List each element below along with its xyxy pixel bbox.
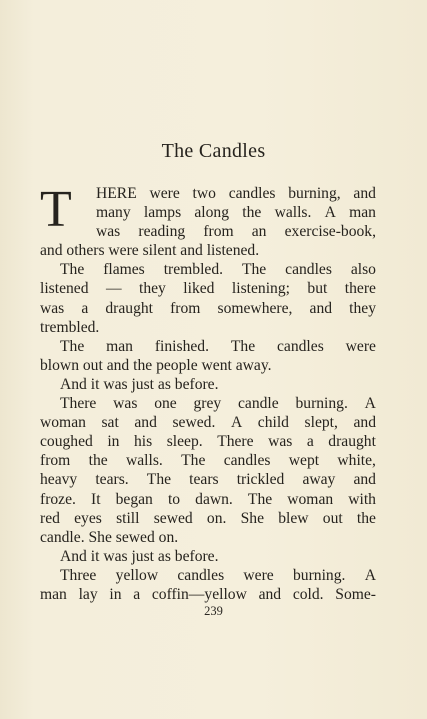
body-text bbox=[40, 181, 376, 604]
text-line: woman sat and sewed. A child slept, and bbox=[40, 414, 376, 432]
drop-cap: T bbox=[40, 181, 72, 238]
text-line: The flames trembled. The candles also bbox=[60, 261, 376, 279]
text-line: heavy tears. The tears trickled away and bbox=[40, 471, 376, 489]
text-line: There was one grey candle burning. A bbox=[60, 395, 376, 413]
text-line: trembled. bbox=[40, 318, 100, 336]
text-line: coughed in his sleep. There was a draught bbox=[40, 433, 376, 451]
text-line: candle. She sewed on. bbox=[40, 528, 179, 546]
text-line: was reading from an exercise-book, bbox=[96, 223, 376, 241]
text-line: blown out and the people went away. bbox=[40, 356, 272, 374]
text-line: from the walls. The candles wept white, bbox=[40, 452, 376, 470]
text-line: man lay in a coffin—yellow and cold. Some- bbox=[40, 585, 376, 603]
text-line: red eyes still sewed on. She blew out the bbox=[40, 509, 376, 527]
text-line: And it was just as before. bbox=[60, 547, 219, 565]
text-line: Three yellow candles were burning. A bbox=[60, 566, 376, 584]
text-line: And it was just as before. bbox=[60, 375, 219, 393]
text-line: froze. It began to dawn. The woman with bbox=[40, 490, 376, 508]
text-line: listened — they liked listening; but there bbox=[40, 280, 376, 298]
page-number: 239 bbox=[204, 604, 223, 618]
text-line: HERE were two candles burning, and bbox=[96, 185, 376, 202]
chapter-title: The Candles bbox=[161, 140, 266, 162]
text-line: was a draught from somewhere, and they bbox=[40, 299, 376, 317]
text-lines bbox=[40, 181, 376, 604]
text-line: many lamps along the walls. A man bbox=[96, 204, 376, 222]
text-line: and others were silent and listened. bbox=[40, 242, 260, 260]
text-line: The man finished. The candles were bbox=[60, 337, 376, 355]
